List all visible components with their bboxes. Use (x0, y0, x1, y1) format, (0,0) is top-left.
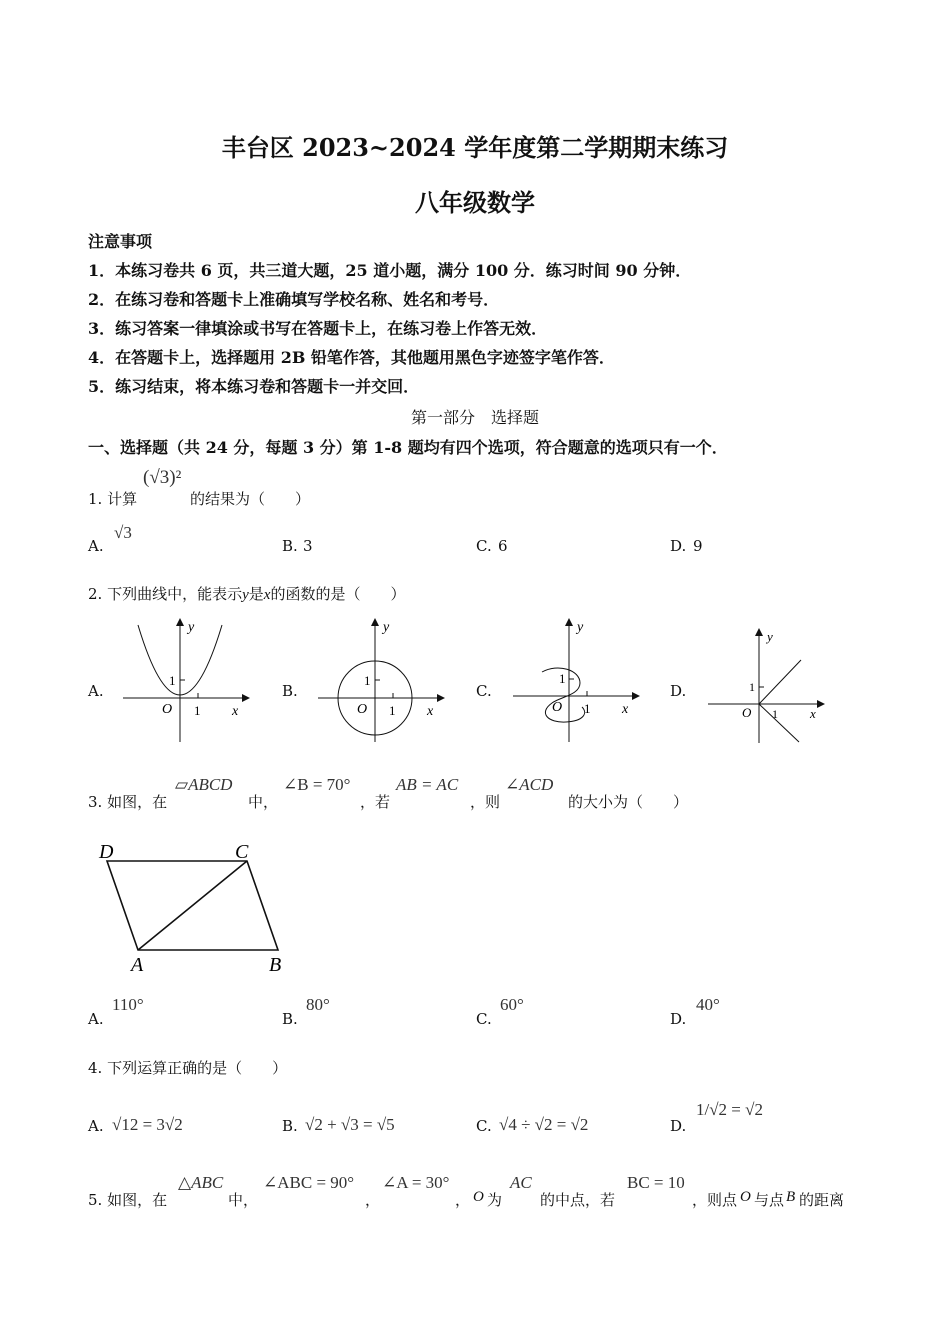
q3-option-a-label: A. (88, 1010, 104, 1028)
graph-c-x-label: x (622, 702, 629, 717)
q5-math-bc: BC = 10 (627, 1173, 685, 1192)
q1-option-d-value: 9 (693, 537, 703, 555)
q5-text-8: 与点 (754, 1191, 785, 1209)
q5-text-9: 的距离 (799, 1191, 845, 1209)
figure-label-b: B (269, 954, 282, 976)
graph-b-y-one: 1 (364, 673, 371, 688)
graph-a-y-one: 1 (169, 673, 176, 688)
graph-a-origin: O (162, 702, 173, 717)
q3-option-b-label: B. (282, 1010, 298, 1028)
q3-math-angle-acd: ∠ACD (505, 775, 554, 794)
notice-item-5: 5．练习结束，将本练习卷和答题卡一并交回． (88, 377, 420, 396)
q5-text-3: ， (365, 1191, 381, 1209)
q1-option-c-value: 6 (498, 537, 508, 555)
notice-heading: 注意事项 (88, 232, 153, 251)
q5-var-o: O (473, 1189, 484, 1205)
q2-var-y: y (242, 587, 249, 603)
q3-math-parallelogram: ▱ABCD (175, 775, 233, 794)
graph-a-x-one: 1 (194, 703, 201, 718)
q5-math-triangle: △ABC (178, 1173, 224, 1192)
graph-a-y-label: y (188, 620, 195, 635)
q3-option-a-value: 110° (112, 995, 144, 1014)
q4-option-c-value: √4 ÷ √2 = √2 (499, 1115, 589, 1134)
q3-option-d-label: D. (670, 1010, 687, 1028)
q2-graph-b (313, 615, 453, 745)
figure-label-d: D (99, 841, 114, 863)
q3-option-c-value: 60° (500, 995, 524, 1014)
q2-option-c-label: C. (476, 682, 492, 700)
q4-option-d-value: 1/√2 = √2 (696, 1100, 763, 1119)
q3-text-3: ，若 (360, 793, 391, 811)
q4-option-b-value: √2 + √3 = √5 (305, 1115, 395, 1134)
q1-option-a-value: √3 (114, 523, 132, 542)
q3-option-d-value: 40° (696, 995, 720, 1014)
figure-label-c: C (235, 841, 249, 863)
q3-text-5: 的大小为（ ） (568, 793, 689, 811)
q5-text-5: 为 (487, 1191, 503, 1209)
q3-figure-parallelogram (95, 838, 305, 978)
q5-text-6: 的中点，若 (540, 1191, 616, 1209)
q2-option-b-label: B. (282, 682, 298, 700)
graph-d-y-label: y (767, 629, 773, 644)
q4-option-d-label: D. (670, 1117, 687, 1135)
q5-var-b: B (786, 1189, 796, 1205)
q2-graph-d (703, 625, 833, 745)
graph-c-y-label: y (577, 620, 584, 635)
q2-var-x: x (263, 587, 271, 603)
q1-option-d-label: D. (670, 537, 687, 555)
q2-option-d-label: D. (670, 682, 687, 700)
q1-option-c-label: C. (476, 537, 492, 555)
q5-math-angle-a: ∠A = 30° (382, 1173, 450, 1192)
graph-d-origin: O (742, 705, 752, 720)
q5-math-ac: AC (510, 1173, 532, 1192)
q1-option-a-label: A. (88, 537, 104, 555)
q5-text-1: 5. 如图，在 (88, 1191, 168, 1209)
part-heading: 第一部分 选择题 (410, 408, 539, 427)
q5-text-2: 中， (228, 1191, 259, 1209)
graph-b-x-label: x (427, 704, 434, 719)
q5-text-7: ，则点 (692, 1191, 738, 1209)
q2-graph-c (508, 615, 648, 745)
graph-a-x-label: x (232, 704, 239, 719)
q4-option-b-label: B. (282, 1117, 298, 1135)
q3-math-ab-ac: AB = AC (396, 775, 459, 794)
graph-c-x-one: 1 (584, 701, 591, 716)
q5-math-angle-abc: ∠ABC = 90° (263, 1173, 355, 1192)
q1-option-b-label: B. (282, 537, 298, 555)
q4-option-a-label: A. (88, 1117, 104, 1135)
graph-d-y-one: 1 (749, 680, 755, 694)
graph-b-x-one: 1 (389, 703, 396, 718)
q1-prefix: 1. 计算 (88, 490, 138, 508)
q4-option-a-value: √12 = 3√2 (112, 1115, 183, 1134)
q2-question (88, 583, 405, 604)
q1-option-b-value: 3 (303, 537, 313, 555)
q1-suffix: 的结果为（ ） (190, 490, 311, 508)
graph-c-y-one: 1 (559, 671, 566, 686)
notice-item-2: 2．在练习卷和答题卡上准确填写学校名称、姓名和考号． (88, 290, 500, 309)
q2-text-mid: 是 (248, 585, 264, 603)
graph-d-x-one: 1 (772, 707, 778, 721)
q3-text-4: ，则 (470, 793, 501, 811)
q3-text-2: 中， (248, 793, 279, 811)
q2-text-post: 的函数的是（ ） (270, 585, 406, 603)
graph-c-origin: O (552, 700, 563, 715)
figure-label-a: A (131, 954, 144, 976)
q2-option-a-label: A. (88, 682, 104, 700)
q2-graph-a (118, 615, 258, 745)
q5-var-o2: O (740, 1189, 751, 1205)
notice-item-3: 3．练习答案一律填涂或书写在答题卡上，在练习卷上作答无效． (88, 319, 548, 338)
graph-b-y-label: y (383, 620, 390, 635)
page-title: 丰台区 2023~2024 学年度第二学期期末练习 (221, 133, 729, 162)
q5-text-4: ， (455, 1191, 471, 1209)
notice-item-1: 1．本练习卷共 6 页，共三道大题，25 道小题，满分 100 分．练习时间 90 分钟． (88, 261, 692, 280)
section-heading: 一、选择题（共 24 分，每题 3 分）第 1-8 题均有四个选项，符合题意的选项只有一个． (88, 438, 728, 457)
graph-b-origin: O (357, 702, 368, 717)
graph-d-x-label: x (810, 706, 816, 721)
q4-question: 4. 下列运算正确的是（ ） (88, 1059, 288, 1077)
q3-text-1: 3. 如图，在 (88, 793, 168, 811)
q3-option-b-value: 80° (306, 995, 330, 1014)
q3-option-c-label: C. (476, 1010, 492, 1028)
q3-math-angle-b: ∠B = 70° (283, 775, 351, 794)
q1-expression: (√3)² (143, 467, 182, 488)
notice-item-4: 4．在答题卡上，选择题用 2B 铅笔作答，其他题用黑色字迹签字笔作答． (88, 348, 615, 367)
q4-option-c-label: C. (476, 1117, 492, 1135)
q2-text-pre: 2. 下列曲线中，能表示 (88, 585, 243, 603)
page-subtitle: 八年级数学 (415, 188, 535, 217)
